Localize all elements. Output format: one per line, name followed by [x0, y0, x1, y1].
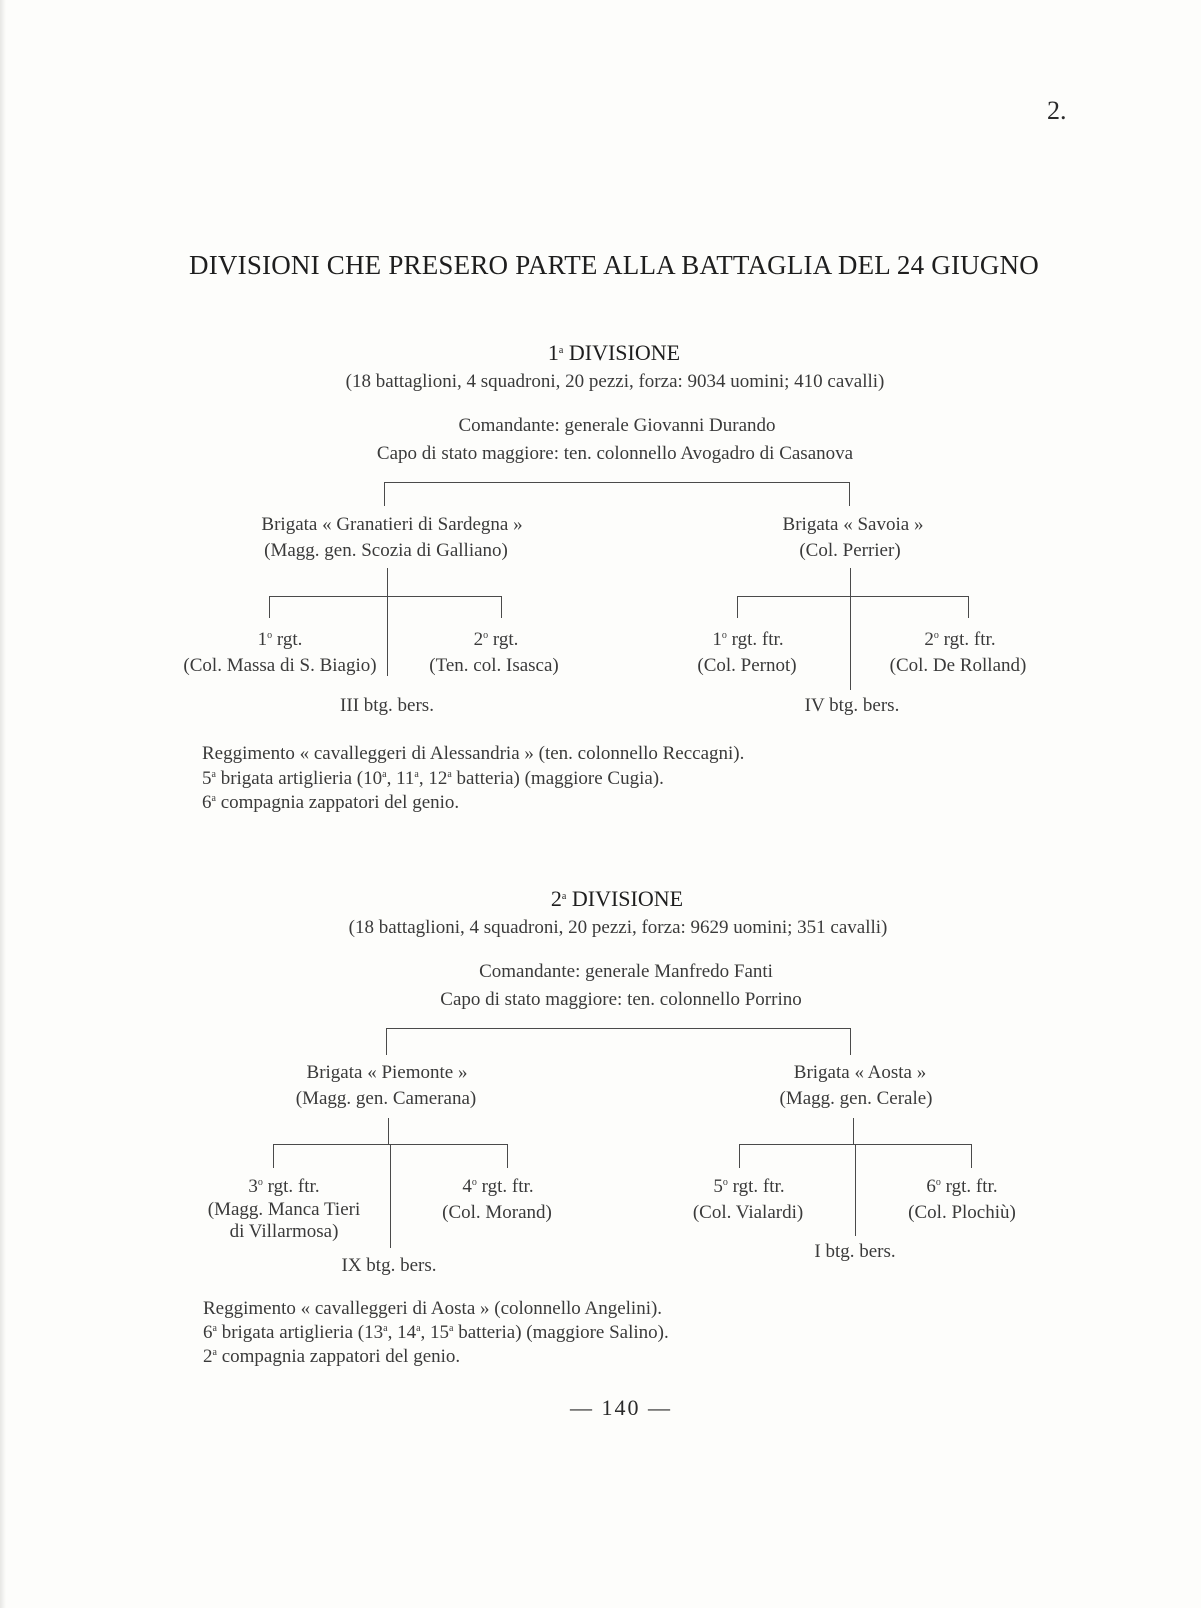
division-1-regiment-1: 1$^o$ rgt. [257, 629, 303, 650]
division-1-commander: Comandante: generale Giovanni Durando [458, 415, 776, 436]
division-2-regiment-4: 4$^o$ rgt. ftr. [462, 1176, 534, 1197]
division-1-brigade-savoia-commander: (Col. Perrier) [799, 540, 901, 561]
division-1-chief-of-staff: Capo di stato maggiore: ten. colonnello Avogadro di Casanova [376, 443, 854, 464]
division-2-brigade-piemonte: Brigata « Piemonte » [306, 1062, 468, 1083]
division-2-brigade-aosta-commander: (Magg. gen. Cerale) [779, 1088, 933, 1109]
division-2-forces: (18 battaglioni, 4 squadroni, 20 pezzi, forza: 9629 uomini; 351 cavalli) [348, 917, 888, 938]
page-number: 2. [1047, 96, 1067, 125]
division-2-bersaglieri-b: I btg. bers. [814, 1241, 896, 1262]
division-2-regiment-4-commander: (Col. Morand) [442, 1202, 552, 1223]
division-2-bersaglieri-a: IX btg. bers. [341, 1255, 437, 1276]
division-1-regiment-1-commander: (Col. Massa di S. Biagio) [183, 655, 377, 676]
division-1-regiment-3-commander: (Col. Pernot) [697, 655, 797, 676]
page-title: DIVISIONI CHE PRESERO PARTE ALLA BATTAGLIA DEL 24 GIUGNO [189, 250, 1039, 280]
division-2-title: 2$^a$ DIVISIONE [550, 886, 684, 911]
division-1-brigade-savoia: Brigata « Savoia » [782, 514, 924, 535]
division-2-note-engineers: 2$^a$ compagnia zappatori del genio. [203, 1346, 461, 1367]
division-2-regiment-3-commander-line-1: (Magg. Manca Tieri [207, 1199, 361, 1220]
division-1-note-engineers: 6$^a$ compagnia zappatori del genio. [202, 792, 460, 813]
division-2-regiment-6-commander: (Col. Plochiù) [908, 1202, 1016, 1223]
division-2-note-artillery: 6$^a$ brigata artiglieria (13$^a$, 14$^a$, 15$^a$ batteria) (maggiore Salino). [203, 1322, 669, 1343]
division-2-regiment-5-commander: (Col. Vialardi) [692, 1202, 804, 1223]
division-2-brigade-piemonte-commander: (Magg. gen. Camerana) [295, 1088, 477, 1109]
division-1-title: 1$^a$ DIVISIONE [547, 340, 681, 365]
division-1-regiment-4-commander: (Col. De Rolland) [889, 655, 1027, 676]
division-1-forces: (18 battaglioni, 4 squadroni, 20 pezzi, forza: 9034 uomini; 410 cavalli) [345, 371, 885, 392]
division-1-regiment-4: 2$^o$ rgt. ftr. [924, 629, 996, 650]
division-2-regiment-3: 3$^o$ rgt. ftr. [248, 1176, 320, 1197]
division-1-note-artillery: 5$^a$ brigata artiglieria (10$^a$, 11$^a$, 12$^a$ batteria) (maggiore Cugia). [202, 768, 664, 789]
division-1-bersaglieri-a: III btg. bers. [340, 695, 434, 716]
division-1-brigade-granatieri: Brigata « Granatieri di Sardegna » [261, 514, 523, 535]
division-2-regiment-3-commander-line-2: di Villarmosa) [229, 1221, 339, 1242]
division-2-regiment-5: 5$^o$ rgt. ftr. [713, 1176, 785, 1197]
division-1-regiment-3: 1$^o$ rgt. ftr. [712, 629, 784, 650]
division-2-brigade-aosta: Brigata « Aosta » [793, 1062, 927, 1083]
page-edge-shadow [0, 0, 6, 1608]
division-1-bersaglieri-b: IV btg. bers. [804, 695, 900, 716]
division-2-note-cavalry: Reggimento « cavalleggeri di Aosta » (colonnello Angelini). [203, 1298, 663, 1319]
division-1-regiment-2-commander: (Ten. col. Isasca) [429, 655, 559, 676]
division-2-chief-of-staff: Capo di stato maggiore: ten. colonnello Porrino [440, 989, 802, 1010]
division-2-regiment-6: 6$^o$ rgt. ftr. [926, 1176, 998, 1197]
division-1-regiment-2: 2$^o$ rgt. [473, 629, 519, 650]
division-2-commander: Comandante: generale Manfredo Fanti [479, 961, 773, 982]
division-1-note-cavalry: Reggimento « cavalleggeri di Alessandria » (ten. colonnello Reccagni). [202, 743, 745, 764]
division-1-brigade-granatieri-commander: (Magg. gen. Scozia di Galliano) [264, 540, 508, 561]
page-folio: — 140 — [570, 1395, 672, 1420]
